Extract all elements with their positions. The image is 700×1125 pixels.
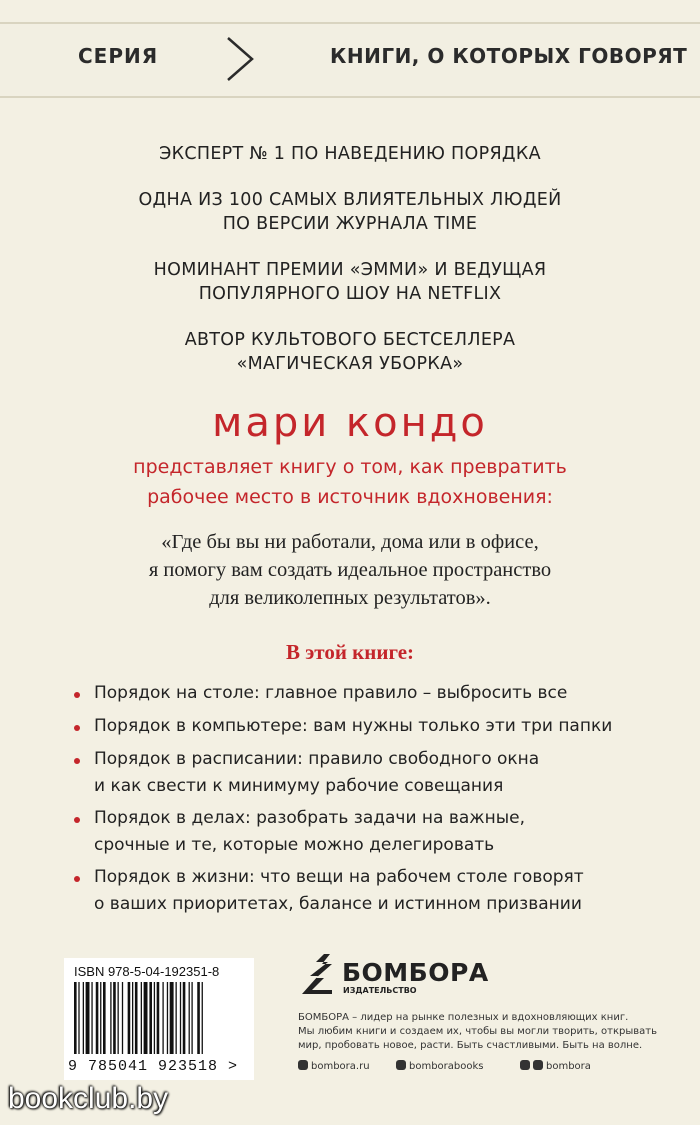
bullet-1-line-1: Порядок на столе: главное правило – выбросить все	[94, 683, 568, 703]
intro-line-1: представляет книгу о том, как превратить	[133, 456, 567, 478]
bullet-4-line-1: Порядок в делах: разобрать задачи на важные,	[94, 808, 526, 828]
bullet-3-line-2: и как свести к минимуму рабочие совещания	[94, 776, 504, 796]
bullet-dot-icon	[74, 758, 80, 764]
bullet-dot-icon	[74, 817, 80, 823]
barcode-box	[64, 958, 254, 1080]
book-icon	[396, 1060, 406, 1070]
social-item-site[interactable]	[298, 1060, 370, 1072]
social-label: bombora.ru	[311, 1061, 370, 1072]
bombora-logo-icon	[298, 950, 338, 998]
video-icon	[520, 1060, 530, 1070]
claim-2-line-2: ПО ВЕРСИИ ЖУРНАЛА TIME	[222, 214, 478, 234]
publisher-subtitle: ИЗДАТЕЛЬСТВО	[343, 986, 417, 995]
social-label: bombora	[546, 1061, 591, 1072]
chevron-right-icon	[222, 34, 258, 84]
bullet-dot-icon	[74, 876, 80, 882]
publisher-description	[298, 1011, 688, 1053]
publisher-description-line-1: БОМБОРА – лидер на рынке полезных и вдохновляющих книг.	[298, 1012, 629, 1023]
series-name: КНИГИ, О КОТОРЫХ ГОВОРЯТ	[330, 44, 688, 68]
barcode-icon	[74, 982, 246, 1058]
claim-3-line-2: ПОПУЛЯРНОГО ШОУ НА NETFLIX	[198, 284, 502, 304]
video-icon	[533, 1060, 543, 1070]
series-label: СЕРИЯ	[78, 44, 159, 68]
bullet-5-line-2: о ваших приоритетах, балансе и истинном призвании	[94, 894, 582, 914]
social-label: bomborabooks	[409, 1061, 484, 1072]
claim-4-line-2: «МАГИЧЕСКАЯ УБОРКА»	[236, 354, 464, 374]
publisher-name: БОМБОРА	[342, 958, 489, 987]
social-item-books[interactable]	[396, 1060, 484, 1072]
quote-line-2: я помогу вам создать идеальное пространство	[148, 559, 552, 581]
bullet-dot-icon	[74, 692, 80, 698]
watermark: bookclub.by	[8, 1082, 169, 1115]
intro-line-2: рабочее место в источник вдохновения:	[147, 486, 553, 508]
claim-1-line-1: ЭКСПЕРТ № 1 ПО НАВЕДЕНИЮ ПОРЯДКА	[159, 144, 541, 164]
instagram-icon	[298, 1060, 308, 1070]
social-item-video[interactable]	[520, 1060, 591, 1072]
claim-3-line-1: НОМИНАНТ ПРЕМИИ «ЭММИ» И ВЕДУЩАЯ	[153, 260, 547, 280]
in-book-heading: В этой книге:	[285, 640, 415, 664]
isbn-label: ISBN 978-5-04-192351-8	[74, 964, 220, 979]
bullet-2-line-1: Порядок в компьютере: вам нужны только эти три папки	[94, 716, 613, 736]
bullet-5-line-1: Порядок в жизни: что вещи на рабочем столе говорят	[94, 867, 584, 887]
bullet-3-line-1: Порядок в расписании: правило свободного окна	[94, 749, 540, 769]
claim-4-line-1: АВТОР КУЛЬТОВОГО БЕСТСЕЛЛЕРА	[184, 330, 516, 350]
quote-line-1: «Где бы вы ни работали, дома или в офисе,	[161, 531, 539, 553]
social-links	[298, 1060, 698, 1076]
bullet-4-line-2: срочные и те, которые можно делегировать	[94, 835, 495, 855]
barcode-digits: 9 785041 923518 >	[68, 1058, 239, 1075]
author-name: мари кондо	[212, 400, 488, 446]
bullet-dot-icon	[74, 725, 80, 731]
quote-line-3: для великолепных результатов».	[209, 587, 491, 609]
publisher-description-line-3: мир, пробовать новое, расти. Быть счастливыми. Быть на волне.	[298, 1040, 643, 1051]
claim-2-line-1: ОДНА ИЗ 100 САМЫХ ВЛИЯТЕЛЬНЫХ ЛЮДЕЙ	[138, 190, 562, 210]
publisher-description-line-2: Мы любим книги и создаем их, чтобы вы могли творить, открывать	[298, 1026, 657, 1037]
